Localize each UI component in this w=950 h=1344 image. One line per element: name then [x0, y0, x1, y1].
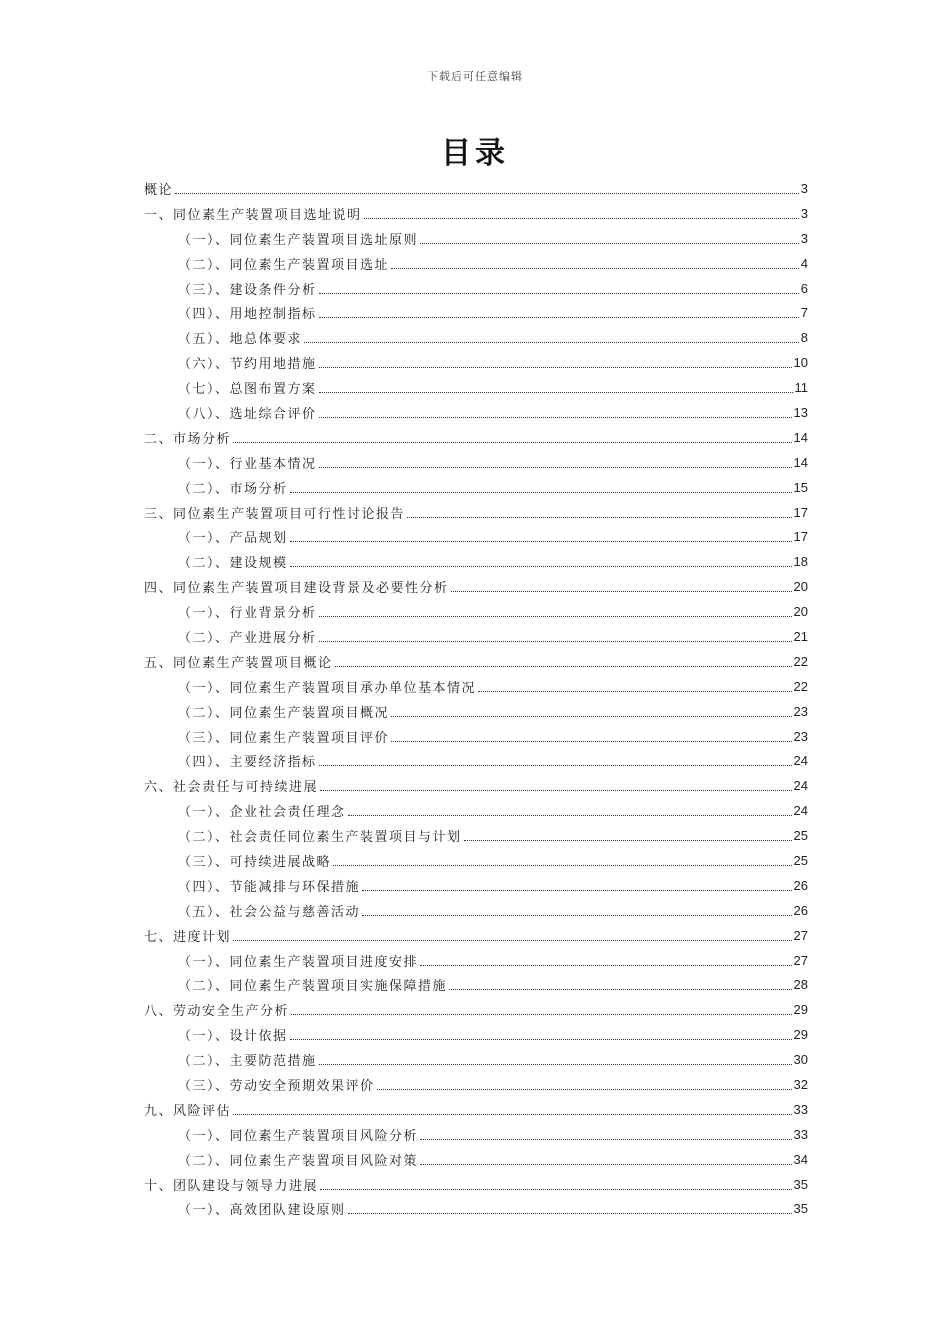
dot-leader [478, 691, 792, 692]
toc-entry[interactable] [144, 649, 808, 674]
dot-leader [348, 815, 792, 816]
toc-entry-page-number: 35 [793, 1176, 808, 1192]
toc-entry[interactable] [144, 699, 808, 724]
toc-entry[interactable] [144, 823, 808, 848]
toc-entry[interactable] [144, 375, 808, 400]
toc-entry-page-number: 24 [793, 778, 808, 794]
toc-entry[interactable] [144, 948, 808, 973]
toc-entry[interactable] [144, 524, 808, 549]
toc-entry-label: 十、团队建设与领导力进展 [144, 1178, 319, 1194]
toc-entry-label: 一、同位素生产装置项目选址说明 [144, 207, 362, 223]
toc-entry[interactable] [144, 450, 808, 475]
toc-entry-page-number: 33 [793, 1126, 808, 1142]
toc-entry[interactable] [144, 276, 808, 301]
toc-entry[interactable] [144, 748, 808, 773]
toc-entry-page-number: 20 [793, 579, 808, 595]
toc-entry-label: （四）、节能减排与环保措施 [178, 879, 361, 895]
toc-entry-page-number: 29 [793, 1027, 808, 1043]
dot-leader [335, 666, 792, 667]
toc-entry-page-number: 27 [793, 927, 808, 943]
toc-entry-page-number: 10 [793, 355, 808, 371]
toc-entry-label: （八）、选址综合评价 [178, 406, 317, 422]
dot-leader [420, 243, 799, 244]
toc-entry-page-number: 32 [793, 1077, 808, 1092]
toc-entry-page-number: 14 [793, 429, 808, 445]
toc-entry-page-number: 25 [793, 852, 808, 868]
dot-leader [320, 790, 792, 791]
dot-leader [407, 517, 792, 518]
toc-entry-label: （一）、设计依据 [178, 1029, 288, 1045]
toc-entry-label: 八、劳动安全生产分析 [144, 1004, 290, 1020]
dot-leader [449, 989, 792, 990]
toc-entry-label: （一）、企业社会责任理念 [178, 805, 346, 821]
toc-entry-page-number: 25 [793, 828, 808, 844]
toc-entry-page-number: 8 [800, 330, 808, 346]
toc-entry[interactable] [144, 997, 808, 1022]
dot-leader [291, 1014, 792, 1015]
toc-entry-page-number: 3 [800, 230, 808, 246]
toc-entry-page-number: 34 [793, 1151, 808, 1167]
dot-leader [420, 1164, 792, 1165]
toc-entry-page-number: 21 [793, 628, 808, 644]
toc-entry[interactable] [144, 201, 808, 226]
page-title: 目录 [441, 136, 509, 171]
toc-entry-label: （七）、总图布置方案 [178, 382, 317, 398]
dot-leader [319, 467, 792, 468]
toc-entry[interactable] [144, 599, 808, 624]
toc-entry-label: （五）、社会公益与慈善活动 [178, 904, 361, 920]
toc-entry-page-number: 23 [793, 728, 808, 744]
dot-leader [319, 641, 792, 642]
toc-entry[interactable] [144, 226, 808, 251]
toc-entry[interactable] [144, 1097, 808, 1122]
toc-entry-label: （一）、行业背景分析 [178, 606, 317, 622]
dot-leader [391, 741, 792, 742]
dot-leader [362, 890, 792, 891]
toc-entry[interactable] [144, 1147, 808, 1172]
toc-entry[interactable] [144, 1197, 808, 1222]
toc-entry-page-number: 30 [793, 1052, 808, 1068]
toc-entry-page-number: 6 [800, 280, 808, 296]
toc-entry-page-number: 27 [793, 952, 808, 968]
toc-entry-page-number: 33 [793, 1101, 808, 1117]
dot-leader [319, 293, 799, 294]
toc-entry[interactable] [144, 848, 808, 873]
dot-leader [290, 566, 792, 567]
toc-entry-page-number: 26 [793, 877, 808, 893]
toc-entry-page-number: 7 [800, 305, 808, 321]
dot-leader [319, 417, 792, 418]
dot-leader [290, 541, 792, 542]
toc-entry-label: 九、风险评估 [144, 1103, 232, 1119]
toc-entry-page-number: 24 [793, 803, 808, 819]
dot-leader [391, 716, 792, 717]
dot-leader [175, 193, 799, 194]
dot-leader [333, 865, 792, 866]
toc-entry-label: 七、进度计划 [144, 929, 232, 945]
toc-entry-label: （六）、节约用地措施 [178, 357, 317, 373]
dot-leader [290, 1039, 792, 1040]
dot-leader [391, 268, 799, 269]
dot-leader [319, 765, 792, 766]
toc-entry-page-number: 17 [793, 504, 808, 520]
toc-entry-label: （一）、同位素生产装置项目选址原则 [178, 232, 419, 248]
dot-leader [464, 840, 792, 841]
toc-entry[interactable] [144, 475, 808, 500]
toc-entry-label: 概论 [144, 182, 174, 198]
toc-entry-label: （一）、同位素生产装置项目风险分析 [178, 1128, 419, 1144]
dot-leader [319, 1064, 792, 1065]
toc-entry[interactable] [144, 549, 808, 574]
toc-entry-label: （四）、主要经济指标 [178, 755, 317, 771]
toc-entry[interactable] [144, 300, 808, 325]
toc-entry-label: （二）、社会责任同位素生产装置项目与计划 [178, 830, 462, 846]
toc-entry[interactable] [144, 1047, 808, 1072]
toc-entry-page-number: 18 [793, 554, 808, 570]
toc-entry-label: （三）、可持续进展战略 [178, 854, 332, 870]
toc-entry-page-number: 11 [794, 380, 808, 396]
toc-entry-label: （二）、市场分析 [178, 481, 288, 497]
toc-entry-label: （二）、产业进展分析 [178, 630, 317, 646]
toc-entry[interactable] [144, 1172, 808, 1197]
dot-leader [319, 317, 799, 318]
toc-entry-page-number: 23 [793, 703, 808, 719]
toc-entry-page-number: 28 [793, 977, 808, 993]
toc-entry[interactable] [144, 400, 808, 425]
dot-leader [290, 492, 792, 493]
toc-entry[interactable] [144, 350, 808, 375]
toc-entry-label: 三、同位素生产装置项目可行性讨论报告 [144, 506, 406, 522]
dot-leader [348, 1213, 792, 1214]
toc-entry-page-number: 22 [793, 653, 808, 669]
dot-leader [233, 442, 792, 443]
toc-entry-page-number: 13 [793, 404, 808, 420]
toc-entry[interactable] [144, 425, 808, 450]
dot-leader [304, 342, 799, 343]
toc-entry-label: 六、社会责任与可持续进展 [144, 780, 319, 796]
toc-entry[interactable] [144, 873, 808, 898]
toc-entry-label: （一）、同位素生产装置项目进度安排 [178, 954, 419, 970]
toc-entry[interactable] [144, 923, 808, 948]
dot-leader [233, 1114, 792, 1115]
toc-entry-label: （二）、同位素生产装置项目选址 [178, 257, 390, 273]
dot-leader [319, 367, 792, 368]
toc-entry-page-number: 3 [800, 205, 808, 221]
toc-entry-label: （二）、主要防范措施 [178, 1054, 317, 1070]
dot-leader [377, 1089, 792, 1090]
toc-entry-label: （三）、劳动安全预期效果评价 [178, 1079, 375, 1094]
toc-entry-label: （二）、建设规模 [178, 556, 288, 572]
dot-leader [319, 392, 793, 393]
toc-entry-page-number: 3 [800, 180, 808, 196]
toc-entry-label: （一）、同位素生产装置项目承办单位基本情况 [178, 680, 477, 696]
dot-leader [451, 591, 792, 592]
toc-entry-label: （一）、产品规划 [178, 531, 288, 547]
toc-entry-page-number: 24 [793, 753, 808, 769]
toc-entry-page-number: 26 [793, 902, 808, 918]
toc-entry-page-number: 4 [800, 255, 808, 271]
dot-leader [364, 218, 799, 219]
toc-entry-label: （三）、建设条件分析 [178, 282, 317, 298]
toc-entry[interactable] [144, 724, 808, 749]
toc-entry-page-number: 20 [793, 604, 808, 620]
toc-entry-page-number: 15 [793, 479, 808, 495]
toc-entry[interactable] [144, 898, 808, 923]
toc-entry-label: （四）、用地控制指标 [178, 307, 317, 323]
toc-entry-page-number: 35 [793, 1201, 808, 1217]
toc-entry-page-number: 29 [793, 1002, 808, 1018]
toc-entry-label: 五、同位素生产装置项目概论 [144, 655, 333, 671]
toc-entry[interactable] [144, 624, 808, 649]
toc-entry[interactable] [144, 574, 808, 599]
table-of-contents [144, 176, 808, 1221]
toc-entry[interactable] [144, 973, 808, 998]
toc-entry-page-number: 22 [793, 678, 808, 694]
toc-entry[interactable] [144, 251, 808, 276]
toc-entry-label: （三）、同位素生产装置项目评价 [178, 730, 390, 746]
dot-leader [319, 616, 792, 617]
toc-entry[interactable] [144, 773, 808, 798]
toc-entry[interactable] [144, 325, 808, 350]
dot-leader [420, 1139, 792, 1140]
toc-entry-label: （一）、行业基本情况 [178, 456, 317, 472]
dot-leader [420, 965, 792, 966]
toc-entry-label: （五）、地总体要求 [178, 332, 303, 348]
toc-entry-label: （二）、同位素生产装置项目风险对策 [178, 1153, 419, 1169]
toc-entry[interactable] [144, 500, 808, 525]
toc-entry[interactable] [144, 674, 808, 699]
toc-entry[interactable] [144, 1122, 808, 1147]
toc-entry-label: （二）、同位素生产装置项目实施保障措施 [178, 979, 448, 995]
dot-leader [233, 940, 792, 941]
toc-entry[interactable] [144, 1072, 808, 1097]
toc-entry[interactable] [144, 1022, 808, 1047]
toc-entry-page-number: 17 [793, 529, 808, 545]
toc-entry-label: 二、市场分析 [144, 431, 232, 447]
toc-entry[interactable] [144, 798, 808, 823]
dot-leader [362, 915, 792, 916]
toc-entry[interactable] [144, 176, 808, 201]
toc-entry-label: （二）、同位素生产装置项目概况 [178, 705, 390, 721]
dot-leader [320, 1189, 792, 1190]
toc-entry-label: （一）、高效团队建设原则 [178, 1203, 346, 1219]
toc-entry-page-number: 14 [793, 454, 808, 470]
header-note: 下载后可任意编辑 [427, 70, 523, 83]
toc-entry-label: 四、同位素生产装置项目建设背景及必要性分析 [144, 581, 449, 597]
